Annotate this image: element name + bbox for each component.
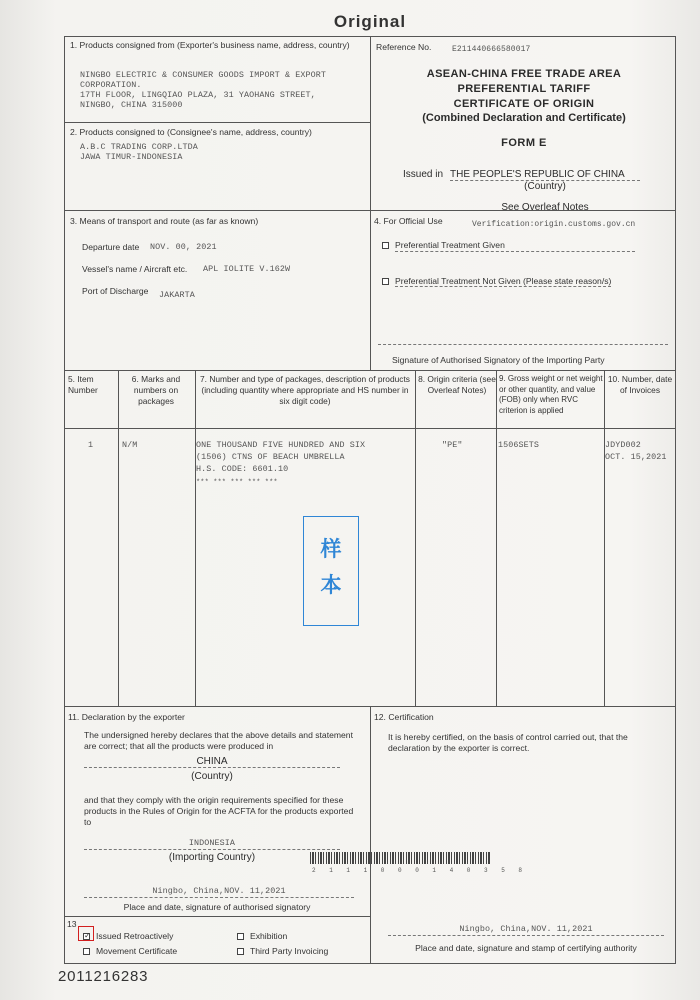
certifier-signature-note: Place and date, signature and stamp of certifying authority: [415, 943, 637, 953]
divider: [415, 370, 416, 706]
option-treatment-given: [382, 240, 635, 252]
exporter-place-date: Ningbo, China,NOV. 11,2021: [84, 886, 354, 898]
row-quantity: 1506SETS: [498, 440, 540, 450]
option-not-given-text: Preferential Treatment Not Given (Please state reason/s): [395, 276, 612, 286]
divider: [64, 370, 676, 371]
option-movement-certificate-text: Movement Certificate: [96, 946, 178, 956]
option-exhibition: [237, 931, 287, 942]
divider: [496, 370, 497, 706]
barcode-digits: 2 1 1 1 0 0 0 1 4 0 3 5 8: [312, 867, 528, 874]
row-item-number: 1: [88, 440, 94, 450]
divider: [64, 916, 370, 917]
row-desc-line-1: ONE THOUSAND FIVE HUNDRED AND SIX: [196, 440, 366, 450]
row-invoice-number: JDYD002: [605, 440, 641, 450]
row-invoice-date: OCT. 15,2021: [605, 452, 667, 462]
reference-label: Reference No.: [376, 42, 432, 52]
declaration-text-2: and that they comply with the origin requirements specified for these products in the Rules of Origin for the ACFTA for the products exported to: [84, 795, 354, 827]
stamp-char-1: 样: [320, 538, 342, 561]
header-line-4: (Combined Declaration and Certificate): [422, 112, 626, 124]
departure-value: NOV. 00, 2021: [150, 242, 217, 252]
option-movement-certificate: [83, 946, 177, 957]
row-origin-criteria: "PE": [442, 440, 463, 450]
col-description: 7. Number and type of packages, description of products (including quantity where appropriate and HS number in six digit code): [200, 374, 410, 406]
box3-label: 3. Means of transport and route (as far as known): [70, 216, 259, 226]
option-third-party-invoicing-text: Third Party Invoicing: [250, 946, 329, 956]
sample-stamp: [303, 516, 359, 626]
declaration-country-note: (Country): [191, 771, 233, 782]
signature-line: [378, 344, 668, 345]
header-line-3: CERTIFICATE OF ORIGIN: [453, 98, 595, 110]
divider: [370, 36, 371, 370]
col-origin-criteria: 8. Origin criteria (see Overleaf Notes): [418, 374, 496, 395]
issued-label: Issued in: [403, 169, 444, 180]
divider: [64, 428, 676, 429]
declaration-country: CHINA: [84, 756, 340, 768]
option-third-party-invoicing: [237, 946, 328, 957]
option-given-text: Preferential Treatment Given: [395, 240, 635, 252]
exporter-line-2: CORPORATION.: [80, 80, 142, 90]
vessel-value: APL IOLITE V.162W: [203, 264, 291, 274]
checkbox-issued-retroactively[interactable]: [83, 933, 90, 940]
option-exhibition-text: Exhibition: [250, 931, 288, 941]
divider: [370, 706, 371, 964]
header-line-2: PREFERENTIAL TARIFF: [457, 83, 591, 95]
checkbox-third-party-invoicing[interactable]: [237, 948, 244, 955]
col-weight: 9. Gross weight or net weight or other quantity, and value (FOB) only when RVC criterion is applied: [499, 374, 603, 415]
importing-country: INDONESIA: [84, 838, 340, 850]
exporter-line-1: NINGBO ELECTRIC & CONSUMER GOODS IMPORT & EXPORT: [80, 70, 327, 80]
divider: [604, 370, 605, 706]
port-value: JAKARTA: [159, 290, 195, 300]
checkbox-exhibition[interactable]: [237, 933, 244, 940]
importing-signature-note: Signature of Authorised Signatory of the Importing Party: [392, 355, 605, 365]
see-overleaf-note: See Overleaf Notes: [501, 202, 589, 213]
box2-label: 2. Products consigned to (Consignee's name, address, country): [70, 127, 312, 137]
importing-country-note: (Importing Country): [168, 852, 256, 863]
consignee-line-2: JAWA TIMUR-INDONESIA: [80, 152, 183, 162]
certifier-place-date: Ningbo, China,NOV. 11,2021: [388, 924, 664, 936]
declaration-text: The undersigned hereby declares that the above details and statement are correct; that all the products were produced in: [84, 730, 353, 751]
form-type: FORM E: [501, 137, 547, 149]
divider: [118, 370, 119, 706]
box13-label: 13: [67, 919, 77, 929]
consignee-line-1: A.B.C TRADING CORP.LTDA: [80, 142, 198, 152]
divider: [195, 370, 196, 706]
verification-url: Verification:origin.customs.gov.cn: [472, 220, 636, 229]
exporter-line-3: 17TH FLOOR, LINGQIAO PLAZA, 31 YAOHANG STREET,: [80, 90, 316, 100]
exporter-line-4: NINGBO, CHINA 315000: [80, 100, 183, 110]
stamp-char-2: 本: [320, 574, 342, 597]
check-mark-icon: ✓: [84, 931, 91, 941]
reference-number: E211440666580017: [452, 45, 531, 54]
row-marks: N/M: [122, 440, 138, 450]
box12-label: 12. Certification: [374, 712, 434, 722]
issued-country-note: (Country): [524, 181, 566, 192]
row-desc-line-3: H.S. CODE: 6601.10: [196, 464, 289, 474]
col-item-number: 5. Item Number: [68, 374, 98, 395]
checkbox-movement-certificate[interactable]: [83, 948, 90, 955]
certification-text: It is hereby certified, on the basis of control carried out, that the declaration by the exporter is correct.: [388, 732, 628, 753]
row-desc-line-2: (1506) CTNS OF BEACH UMBRELLA: [196, 452, 345, 462]
departure-label: Departure date: [82, 242, 140, 252]
checkbox-treatment-given[interactable]: [382, 242, 389, 249]
checkbox-treatment-not-given[interactable]: [382, 278, 389, 285]
exporter-signature-note: Place and date, signature of authorised signatory: [123, 902, 311, 912]
issued-country: THE PEOPLE'S REPUBLIC OF CHINA: [450, 169, 640, 181]
box1-label: 1. Products consigned from (Exporter's business name, address, country): [70, 40, 350, 50]
col-marks: 6. Marks and numbers on packages: [131, 374, 181, 406]
col-invoice: 10. Number, date of Invoices: [607, 374, 673, 395]
page-title: Original: [333, 12, 407, 31]
row-desc-line-4: *** *** *** *** ***: [196, 479, 278, 487]
option-treatment-not-given: [382, 276, 611, 287]
divider: [64, 122, 370, 123]
box11-label: 11. Declaration by the exporter: [68, 712, 185, 722]
port-label: Port of Discharge: [82, 286, 149, 296]
header-line-1: ASEAN-CHINA FREE TRADE AREA: [426, 68, 622, 80]
box4-label: 4. For Official Use: [374, 216, 443, 226]
option-issued-retroactively: [83, 931, 173, 942]
barcode: [310, 852, 490, 864]
option-issued-retroactively-text: Issued Retroactively: [96, 931, 174, 941]
vessel-label: Vessel's name / Aircraft etc.: [82, 264, 188, 274]
serial-number: 2011216283: [58, 968, 149, 985]
